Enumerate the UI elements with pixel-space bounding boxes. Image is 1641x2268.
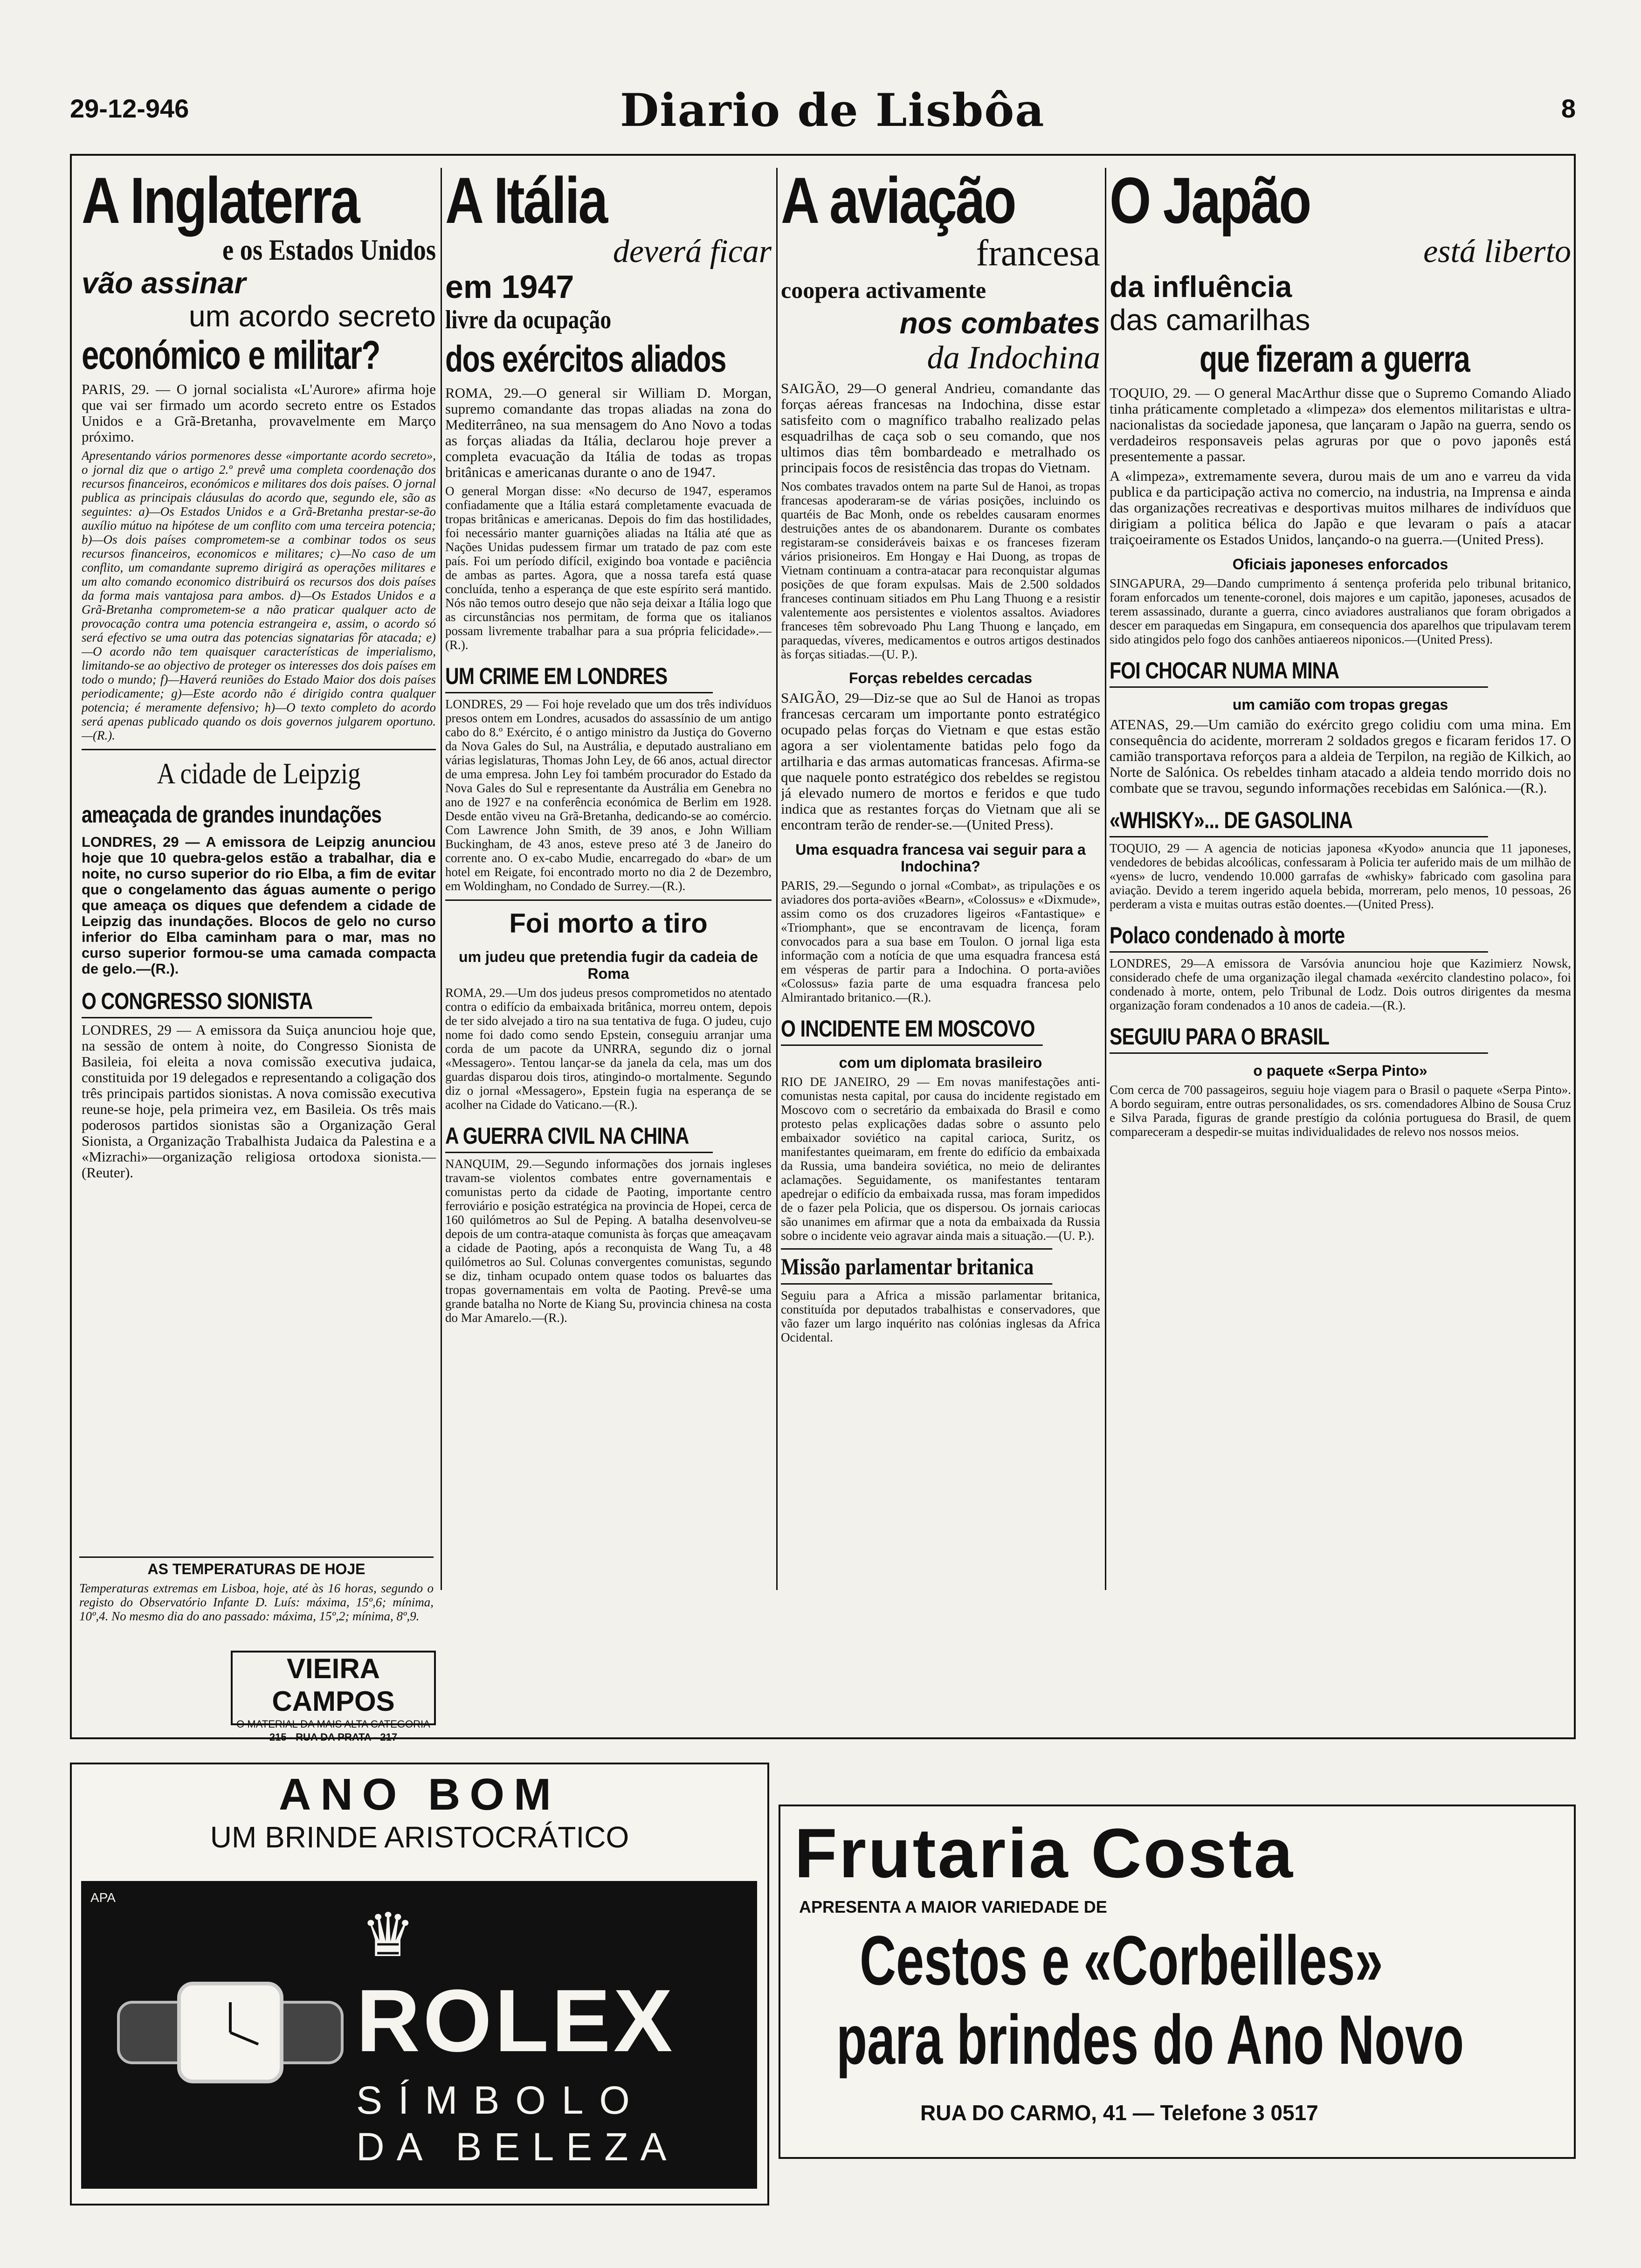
article-body: LONDRES, 29 — A emissora da Suiça anunciou hoje que, na sessão de ontem à noite, do Congresso Sionista de Basileia, foi eleita a nova comissão executiva judaica, constituida por 19 delegados e representando a coligação dos três principais partidos sionistas. A nova comissão executiva reune-se hoje, pela primeira vez, em Basileia. Os três mais poderosos partidos sionistas são a Organização Geral Sionista, a Organização Trabalhista Judaica da Palestina e a «Mizrachi»—organização religiosa ortodoxa sionista.—(Reuter).	[82, 1022, 436, 1181]
kicker: deverá ficar	[613, 234, 772, 270]
tiro-subhead: um judeu que pretendia fugir da cadeia de Roma	[459, 948, 758, 982]
mission-headline: Missão parlamentar britanica	[781, 1248, 1052, 1285]
frutaria-ad	[779, 1805, 1576, 2159]
subhead: económico e militar?	[82, 333, 380, 378]
leipzig-headline: A cidade de Leipzig	[157, 757, 361, 790]
article-column-2	[445, 168, 772, 1721]
article-body: TOQUIO, 29 — A agencia de noticias japonesa «Kyodo» anuncia que 11 japoneses, vendedores de bebidas alcoólicas, confessaram à Policia ter auferido mais de um milhão de «yens» de lucro, vendendo 10.000 garrafas de «whisky» fabricado com gasolina para aviação. Devido a terem ingerido aquela bebida, morreram, pelo menos, 10 pessoas, 26 perderam a vista e muitas outras estão doentes.—(United Press).	[1110, 841, 1571, 911]
article-body: RIO DE JANEIRO, 29 — Em novas manifestações anti-comunistas nesta capital, por causa do incidente registado em Moscovo com o secretário da embaixada do Brasil e como protesto pelas explicações dadas sobre o assunto pelo embaixador soviético na capital carioca, Suritz, os manifestantes queimaram, em frente do edifício da embaixada da Russia, uma bandeira soviética, no meio de delirantes aclamações. Seguidamente, os manifestantes tentaram apedrejar o edifício da embaixada russa, mas foram impedidos de o fazer pela Policia, que os dispersou. Os jornais cariocas são unanimes em afirmar que a nota da embaixada da Russia sobre o incidente veio agravar ainda mais a situação.—(U. P.).	[781, 1075, 1100, 1243]
polish-headline: Polaco condenado à morte	[1110, 922, 1488, 953]
article-body: Seguiu para a Africa a missão parlamentar britanica, constituída por deputados trabalhistas e conservadores, que vão fazer um largo inquérito nas colónias inglesas da Africa Ocidental.	[781, 1288, 1100, 1344]
vieira-campos-ad	[231, 1651, 436, 1743]
brazil-subhead: o paquete «Serpa Pinto»	[1253, 1062, 1427, 1079]
subhead: em 1947	[445, 269, 574, 305]
rolex-brand: ROLEX	[356, 1971, 676, 2070]
mine-subhead: um camião com tropas gregas	[1232, 696, 1448, 713]
crime-headline: UM CRIME EM LONDRES	[445, 663, 713, 693]
subhead: um acordo secreto	[188, 299, 436, 333]
article-body: SAIGÃO, 29—Diz-se que ao Sul de Hanoi as tropas francesas cercaram um importante ponto estratégico ocupado pelas forças do Vietnam e que estas estão agora a ser violentamente batidas pelo fogo da artilharia e das armas automaticas francesas. Afirma-se que naquele ponto estratégico dos rebeldes se registou já elevado numero de mortos e feridos e que tudo indica que as restantes forças do Vietnam que ali se encontram terão de render-se.—(United Press).	[781, 690, 1100, 833]
article-column-1	[82, 168, 436, 1520]
article-body: SAIGÃO, 29—O general Andrieu, comandante das forças aéreas francesas na Indochina, disse estar satisfeito com o magnífico trabalho realizado pelas esquadrilhas de caça sob o seu comando, que nos ultimos dias têm bombardeado e metralhado os principais focos de resistência das tropas do Vietnam.	[781, 380, 1100, 476]
leipzig-subhead: ameaçada de grandes inundações	[82, 802, 382, 828]
moscow-subhead: com um diplomata brasileiro	[839, 1054, 1042, 1071]
squadron-headline: Uma esquadra francesa vai seguir para a Indochina?	[795, 841, 1086, 875]
page-header	[70, 84, 1576, 140]
article-body: TOQUIO, 29. — O general MacArthur disse que o Supremo Comando Aliado tinha práticamente completado a «limpeza» dos elementos militaristas e ultra-nacionalistas da sociedade japonesa, que lançaram o Japão na guerra, sendo os verdadeiros responsaveis pelas agruras por que o povo japonês está presentemente a passar.	[1110, 385, 1571, 464]
article-body: Apresentando vários pormenores desse «importante acordo secreto», o jornal diz que o artigo 2.º prevê uma completa coordenação dos recursos financeiros, económicos e militares dos dois países. O jornal publica as principais cláusulas do acordo que, segundo ele, são as seguintes: a)—Os Estados Unidos e a Grã-Bretanha prestar-se-ão auxílio mútuo na hipótese de um conflito com uma terceira potencia; b)—Os dois países comprometem-se a combinar todos os seus recursos financeiros, economicos e militares; c)—No caso de um conflito, um comandante supremo dirigirá as operações militares e um alto comando economico distribuirá os recursos dos dois países da forma mais vantajosa para ambos. d)—Os Estados Unidos e a Grã-Bretanha comprometem-se a não praticar qualquer acto de provocação contra uma potencia estrangeira e, assim, o acordo só será efectivo se uma outra das potencias signatarias fôr atacada; e)—O acordo não tem quaisquer características de imperialismo, limitando-se ao objectivo de proteger os interesses dos dois países em todo o mundo; f)—Haverá reuniões do Estado Maior dos dois países periodicamente; g)—Este acordo não é dirigido contra qualquer potencia; é meramente defensivo; h)—O texto completo do acordo será apenas publicado quando os dois governos julgarem oportuno.—(R.).	[82, 449, 436, 742]
officers-headline: Oficiais japoneses enforcados	[1232, 556, 1448, 573]
subhead: da Indochina	[927, 340, 1100, 376]
watch-icon	[109, 1956, 352, 2109]
subhead: dos exércitos aliados	[445, 338, 726, 380]
subhead: da influência	[1110, 270, 1292, 304]
article-body: LONDRES, 29—A emissora de Varsóvia anunciou hoje que Kazimierz Nowsk, considerado chefe de uma organização ilegal chamada «exército clandestino polaco», foi condenado à morte, ontem, pelo Tribunal de Lodz. Dois outros dirigentes da mesma organização foram condenados a 10 anos de cadeia.—(R.).	[1110, 956, 1571, 1012]
article-body: ATENAS, 29.—Um camião do exército grego colidiu com uma mina. Em consequência do acidente, morreram 2 soldados gregos e ficaram feridos 17. O camião transportava reforços para a aldeia de Terpilon, na região de Kilkich, ao Norte de Salónica. Os rebeldes tinham atacado a aldeia tendo morrido dois no combate que se travou, segundo informações recebidas em Salónica.—(R.).	[1110, 716, 1571, 796]
ad-address: RUA DO CARMO, 41 — Telefone 3 0517	[920, 2101, 1318, 2125]
kicker: está liberto	[1423, 234, 1571, 270]
article-column-4	[1110, 168, 1571, 1721]
subhead: coopera activamente	[781, 277, 986, 303]
temperature-body: Temperaturas extremas em Lisboa, hoje, até às 16 horas, segundo o registo do Observatório Infante D. Luís: máxima, 15º,6; mínima, 10º,4. No mesmo dia do ano passado: máxima, 15º,2; mínima, 8º,9.	[79, 1581, 434, 1623]
ad-title: ANO BOM	[279, 1770, 560, 1819]
article-body: LONDRES, 29 — Foi hoje revelado que um dos três indivíduos presos ontem em Londres, acusados do assassínio de um antigo cabo do 8.º Exército, é o antigo ministro da Justiça do Governo da Nova Gales do Sul, na Austrália, e deputado australiano em várias legislaturas, Thomas John Ley, de 66 anos, actual director de uma empresa. John Ley foi também procurador do Estado da Nova Gales do Sul e representante da Austrália em Genebra no ano de 1927 e na conferência económica de Berlim em 1928. Desde então viveu na Grã-Bretanha, dedicando-se ao comércio. Com Lawrence John Smith, de 39 anos, e John William Buckingham, de 43 anos, esteve preso até 3 de Janeiro do corrente ano. O ex-cabo Mudie, encarregado do «bar» de um hotel em Reigate, foi encontrado morto no dia 2 de Dezembro, em Woldingham, no Condado de Surrey.—(R.).	[445, 697, 772, 893]
headline-aviacao: A aviação	[781, 168, 1015, 237]
sionista-headline: O CONGRESSO SIONISTA	[82, 988, 372, 1018]
column-rule	[776, 168, 778, 1590]
subhead: francesa	[976, 233, 1100, 274]
ad-subtitle: UM BRINDE ARISTOCRÁTICO	[210, 1820, 629, 1854]
article-body: PARIS, 29. — O jornal socialista «L'Aurore» afirma hoje que vai ser firmado um acordo secreto entre os Estados Unidos e a Grã-Bretanha, provavelmente em Março próximo.	[82, 381, 436, 445]
headline-japao: O Japão	[1110, 168, 1310, 237]
vieira-line1: O MATERIAL DA MAIS ALTA CATEGORIA	[236, 1718, 430, 1730]
subhead: das camarilhas	[1110, 303, 1310, 337]
rolex-ad	[70, 1763, 769, 2206]
subhead: que fizeram a guerra	[1200, 338, 1470, 380]
article-body: SINGAPURA, 29—Dando cumprimento á sentença proferida pelo tribunal britanico, foram enforcados um tenente-coronel, dois majores e um capitão, japoneses, acusados de terem assassinado, durante a guerra, cinco aviadores australianos que foram obrigados a descer em paraquedas em Singapura, em consequencia dos aparelhos que tripulavam terem sido atingidos pelo fogo dos canhões antiaereos niponicos.—(United Press).	[1110, 576, 1571, 646]
ad-subtitle: APRESENTA A MAIOR VARIEDADE DE	[799, 1897, 1107, 1916]
mine-headline: FOI CHOCAR NUMA MINA	[1110, 657, 1488, 688]
article-body: O general Morgan disse: «No decurso de 1947, esperamos confiadamente que a Itália estará completamente evacuada de tropas britânicas e americanas. Depois do fim das hostilidades, foi necessário manter guarnições aliadas na Itália até que as Nações Unidas pudessem firmar um tratado de paz com este país. Foi um período difícil, exigindo boa vontade e paciência de ambas as partes. Agora, que a nossa tarefa está quase concluída, tenho a esperança de que este espírito será mantido. Nós não temos outro desejo que não seja deixar a Itália logo que as circunstâncias nos permitam, de forma que os italianos possam livremente trabalhar para a sua própria felicidade».—(R.).	[445, 484, 772, 652]
column-rule	[1105, 168, 1106, 1590]
ad-tagline-1: SÍMBOLO	[356, 2078, 646, 2122]
article-body: Nos combates travados ontem na parte Sul de Hanoi, as tropas francesas apoderaram-se de várias posições, incluindo os quartéis de Bac Monh, onde os rebeldes causaram enormes destruições antes de os abandonarem. Durante os combates registaram-se consideráveis baixas e os franceses fizeram vários prisioneiros. Em Hongay e Hai Duong, as tropas de Vietnam continuam a contra-atacar para reconquistar algumas posições de que foram expulsas. Mais de 2.500 soldados franceses continuam sitiados em Phu Lang Thuong e a resistir valentemente aos persistentes e violentos assaltos. Aviadores franceses têm sobrevoado Phu Lang Thuong e lançado, em paraquedas, víveres, medicamentos e outros artigos destinados às forças sitiadas.—(U. P.).	[781, 479, 1100, 661]
china-headline: A GUERRA CIVIL NA CHINA	[445, 1123, 713, 1153]
rebels-headline: Forças rebeldes cercadas	[848, 670, 1033, 686]
crown-icon: ♛	[361, 1902, 415, 1970]
masthead: Diario de Lisbôa	[620, 84, 1045, 137]
article-body: Com cerca de 700 passageiros, seguiu hoje viagem para o Brasil o paquete «Serpa Pinto». A bordo seguiram, entre outras personalidades, os srs. comendadores Albino de Sousa Cruz e Silva Parada, figuras de grande prestígio da colónia portuguesa do Brasil, de quem compareceram a despedir-se muitas individualidades de relevo nos nossos meios.	[1110, 1083, 1571, 1139]
article-body: LONDRES, 29 — A emissora de Leipzig anunciou hoje que 10 quebra-gelos estão a trabalhar, dia e noite, no curso superior do rio Elba, a fim de evitar que o congelamento das águas aumente o perigo que ameaça os diques que defendem a cidade de Leipzig das inundações. Blocos de gelo no curso inferior do Elba caminham para o mar, mas no curso superior formou-se uma camada compacta de gelo.—(R.).	[82, 834, 436, 977]
ad-line-1: Cestos e «Corbeilles»	[860, 1921, 1383, 1999]
article-body: A «limpeza», extremamente severa, durou mais de um ano e varreu da vida publica e da participação activa no comercio, na industria, na Imprensa e ainda das organizações recreativas e desportivas muitos milhares de indivíduos que dirigiam a politica bélica do Japão e que levaram o país a atacar traiçoeiramente os Estados Unidos, lançando-o na guerra.—(United Press).	[1110, 468, 1571, 547]
subhead: e os Estados Unidos	[222, 233, 436, 266]
article-body: PARIS, 29.—Segundo o jornal «Combat», as tripulações e os aviadores dos porta-aviões «Bearn», «Colossus» e «Dixmude», assim como os dos cruzadores ligeiros «Fantastique» e «Triomphant», que se encontravam de licença, foram convocados para a sua base em Toulon. O jornal liga esta informação com a notícia de que uma esquadra francesa está em vésperas de partir para a Indochina. O porta-aviões «Colossus» fazia parte de uma esquadra francesa pelo Almirantado britanico.—(R.).	[781, 878, 1100, 1004]
tiro-headline: Foi morto a tiro	[509, 908, 708, 939]
ad-dark-panel	[81, 1881, 757, 2189]
subhead: livre da ocupação	[445, 305, 612, 334]
article-body: NANQUIM, 29.—Segundo informações dos jornais ingleses travam-se violentos combates entre governamentais e comunistas perto da cidade de Paoting, importante centro ferroviário e posição estratégica na provincia de Hopei, cerca de 160 quilómetros ao Sul de Peping. A batalha desenvolveu-se depois de um contra-ataque comunista às forças que ameaçavam a cidade de Paoting, após a reconquista de Wang Tu, a 48 quilómetros ao Sul. Colunas convergentes comunistas, segundo se diz, tinham ocupado ontem quase todos os baluartes das tropas governamentais em volta de Paoting. Prevê-se uma grande batalha no Norte de Kiang Su, provincia chinesa na costa do Mar Amarelo.—(R.).	[445, 1157, 772, 1325]
vieira-name: VIEIRA CAMPOS	[272, 1653, 395, 1717]
headline-inglaterra: A Inglaterra	[82, 168, 359, 237]
article-column-3	[781, 168, 1100, 1721]
vieira-line2: 215 - RUA DA PRATA - 217	[269, 1731, 398, 1743]
temperature-headline: AS TEMPERATURAS DE HOJE	[79, 1556, 434, 1577]
headline-italia: A Itália	[445, 168, 607, 237]
temperature-box	[79, 1548, 434, 1623]
column-rule	[441, 168, 442, 1590]
subhead: nos combates	[899, 306, 1100, 340]
ad-tagline-2: DA BELEZA	[356, 2125, 679, 2169]
page-number: 8	[1561, 94, 1576, 123]
ad-corner-mark: APA	[90, 1890, 116, 1905]
ad-title: Frutaria Costa	[794, 1814, 1295, 1892]
brazil-headline: SEGUIU PARA O BRASIL	[1110, 1023, 1488, 1054]
ad-line-2: para brindes do Ano Novo	[836, 2000, 1464, 2079]
article-body: ROMA, 29.—O general sir William D. Morgan, supremo comandante das tropas aliadas na zona do Mediterrâneo, na sua mensagem do Ano Novo a todas as forças aliadas da Itália, declarou hoje prever a completa evacuação da Itália de todas as tropas britânicas e americanas durante o ano de 1947.	[445, 385, 772, 480]
page-date: 29-12-946	[70, 94, 189, 123]
kicker: vão assinar	[82, 266, 246, 300]
whisky-headline: «WHISKY»... DE GASOLINA	[1110, 807, 1488, 837]
article-body: ROMA, 29.—Um dos judeus presos comprometidos no atentado contra o edifício da embaixada britânica, morreu ontem, depois de ter sido alvejado a tiro na sua tentativa de fuga. O judeu, cujo nome foi dado como sendo Epstein, conseguiu arranjar uma corda de um pacote da UNRRA, segundo diz o jornal «Messagero». Tentou lançar-se da janela da cela, mas um dos guardas disparou dois tiros, atingindo-o mortalmente. Segundo diz o jornal «Messagero», Epstein fugia na esperança de se acolher na Cidade do Vaticano.—(R.).	[445, 986, 772, 1112]
moscow-headline: O INCIDENTE EM MOSCOVO	[781, 1016, 1043, 1046]
